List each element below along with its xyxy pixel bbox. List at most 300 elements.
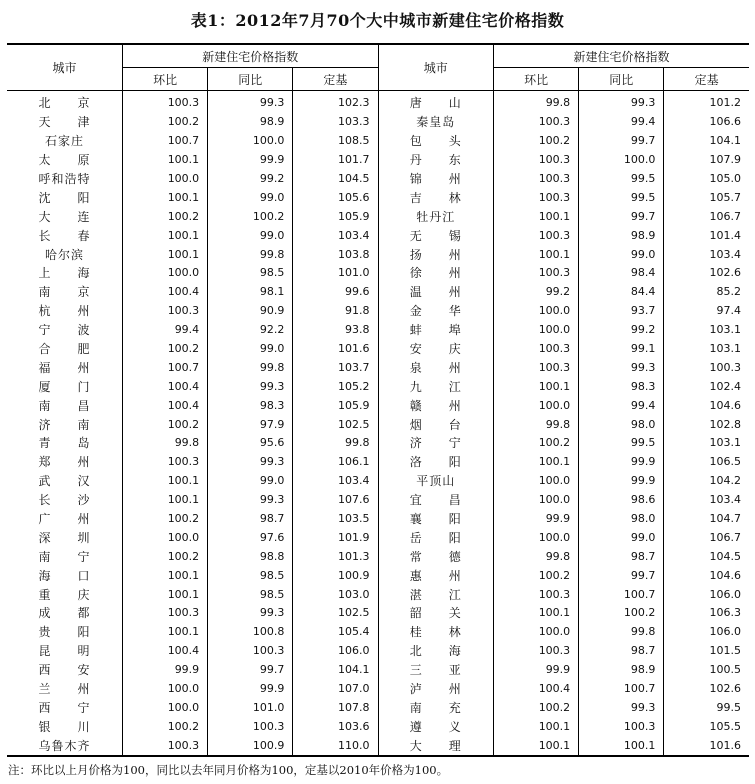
yoy-value-left: 99.0 [208, 472, 293, 491]
yoy-value-left: 98.5 [208, 566, 293, 585]
mom-value-right: 100.0 [494, 396, 579, 415]
base-value-left: 99.6 [293, 283, 378, 302]
table-row [7, 736, 749, 756]
mom-value-right: 100.3 [494, 226, 579, 245]
city-name-right: 蚌 埠 [378, 321, 494, 340]
mom-value-left: 100.1 [123, 226, 208, 245]
base-value-left: 101.7 [293, 151, 378, 170]
base-value-right: 106.6 [709, 115, 741, 129]
yoy-value-right: 99.5 [579, 170, 664, 189]
yoy-value-left: 90.9 [208, 302, 293, 321]
base-value-right: 105.5 [709, 719, 741, 733]
base-value-right: 106.0 [709, 625, 741, 639]
yoy-value-right: 100.0 [579, 151, 664, 170]
yoy-value-right: 84.4 [579, 283, 664, 302]
mom-value-right: 100.0 [494, 302, 579, 321]
yoy-value-right: 100.7 [579, 585, 664, 604]
base-value-left: 105.4 [293, 623, 378, 642]
table-row [7, 472, 749, 491]
mom-value-left: 100.1 [123, 151, 208, 170]
base-value-right: 102.6 [709, 266, 741, 280]
city-header-right: 城市 [378, 44, 494, 91]
base-value-left: 101.9 [293, 528, 378, 547]
yoy-value-left: 100.9 [208, 736, 293, 756]
base-value-left: 107.6 [293, 491, 378, 510]
base-header-left: 定基 [293, 68, 378, 91]
city-name-right: 烟 台 [378, 415, 494, 434]
base-value-left: 104.5 [293, 170, 378, 189]
index-group-header-left: 新建住宅价格指数 [123, 44, 378, 68]
yoy-value-left: 98.9 [208, 113, 293, 132]
mom-value-left: 100.2 [123, 510, 208, 529]
base-value-left: 106.1 [293, 453, 378, 472]
yoy-value-left: 95.6 [208, 434, 293, 453]
mom-value-right: 100.3 [494, 358, 579, 377]
mom-value-right: 100.3 [494, 340, 579, 359]
mom-value-left: 100.4 [123, 642, 208, 661]
yoy-value-right: 99.3 [579, 91, 664, 113]
mom-value-left: 99.4 [123, 321, 208, 340]
mom-value-left: 100.0 [123, 528, 208, 547]
city-name-left: 贵 阳 [7, 623, 123, 642]
city-name-right: 遵 义 [378, 717, 494, 736]
base-value-right: 97.4 [716, 304, 741, 318]
city-name-right: 大 理 [378, 736, 494, 756]
base-value-right: 103.1 [709, 436, 741, 450]
city-name-left: 武 汉 [7, 472, 123, 491]
mom-value-left: 100.0 [123, 699, 208, 718]
mom-value-left: 100.1 [123, 491, 208, 510]
yoy-value-left: 98.1 [208, 283, 293, 302]
table-row [7, 358, 749, 377]
base-value-right: 106.7 [709, 530, 741, 544]
yoy-value-left: 92.2 [208, 321, 293, 340]
city-name-left: 济 南 [7, 415, 123, 434]
mom-value-left: 99.8 [123, 434, 208, 453]
table-row [7, 226, 749, 245]
mom-value-right: 99.2 [494, 283, 579, 302]
yoy-value-right: 100.2 [579, 604, 664, 623]
base-value-left: 103.4 [293, 472, 378, 491]
mom-value-right: 100.1 [494, 736, 579, 756]
yoy-value-right: 99.7 [579, 566, 664, 585]
base-value-left: 103.7 [293, 358, 378, 377]
base-value-right: 101.4 [709, 228, 741, 242]
yoy-value-right: 99.7 [579, 132, 664, 151]
table-row [7, 434, 749, 453]
city-name-right: 泉 州 [378, 358, 494, 377]
base-value-left: 91.8 [293, 302, 378, 321]
yoy-value-right: 99.0 [579, 245, 664, 264]
base-header-right: 定基 [664, 68, 749, 91]
base-value-right: 102.8 [709, 417, 741, 431]
base-value-right: 104.5 [709, 549, 741, 563]
yoy-value-left: 99.3 [208, 453, 293, 472]
base-value-right: 101.6 [664, 736, 749, 756]
base-value-left: 103.5 [293, 510, 378, 529]
city-name-right: 赣 州 [378, 396, 494, 415]
mom-value-left: 100.3 [123, 604, 208, 623]
base-value-left: 103.0 [293, 585, 378, 604]
base-value-right: 101.5 [709, 644, 741, 658]
mom-value-left: 100.1 [123, 585, 208, 604]
city-name-right: 丹 东 [378, 151, 494, 170]
base-value-right: 102.4 [709, 379, 741, 393]
table-row [7, 604, 749, 623]
city-name-right: 温 州 [378, 283, 494, 302]
yoy-value-left: 99.9 [208, 151, 293, 170]
city-header-left: 城市 [7, 44, 123, 91]
mom-value-right: 100.2 [494, 699, 579, 718]
yoy-value-left: 98.5 [208, 585, 293, 604]
base-value-left: 104.1 [293, 661, 378, 680]
yoy-value-right: 98.9 [579, 226, 664, 245]
city-name-left: 太 原 [7, 151, 123, 170]
city-name-right: 南 充 [378, 699, 494, 718]
yoy-value-left: 99.7 [208, 661, 293, 680]
yoy-value-right: 99.7 [579, 207, 664, 226]
city-name-left: 合 肥 [7, 340, 123, 359]
mom-value-left: 100.2 [123, 547, 208, 566]
mom-value-right: 100.2 [494, 132, 579, 151]
mom-value-right: 100.3 [494, 151, 579, 170]
yoy-value-right: 99.9 [579, 472, 664, 491]
city-name-right: 韶 关 [378, 604, 494, 623]
table-row [7, 377, 749, 396]
mom-value-left: 100.1 [123, 188, 208, 207]
city-name-right: 湛 江 [378, 585, 494, 604]
city-name-left: 石家庄 [7, 132, 123, 151]
base-value-right: 103.1 [709, 323, 741, 337]
table-row [7, 642, 749, 661]
base-value-right: 101.2 [709, 96, 741, 110]
table-row [7, 170, 749, 189]
base-value-left: 103.6 [293, 717, 378, 736]
city-name-right: 无 锡 [378, 226, 494, 245]
yoy-value-right: 99.5 [579, 188, 664, 207]
table-row [7, 453, 749, 472]
city-name-right: 金 华 [378, 302, 494, 321]
yoy-value-left: 100.2 [208, 207, 293, 226]
yoy-value-right: 99.0 [579, 528, 664, 547]
mom-value-right: 100.3 [494, 642, 579, 661]
table-row [7, 283, 749, 302]
base-value-left: 108.5 [293, 132, 378, 151]
mom-value-left: 100.4 [123, 396, 208, 415]
table-row [7, 717, 749, 736]
mom-value-right: 100.1 [494, 453, 579, 472]
yoy-value-left: 99.0 [208, 226, 293, 245]
base-value-right: 105.7 [709, 190, 741, 204]
index-group-header-right: 新建住宅价格指数 [494, 44, 749, 68]
mom-value-right: 99.8 [494, 91, 579, 113]
yoy-value-right: 93.7 [579, 302, 664, 321]
table-row [7, 680, 749, 699]
city-name-right: 常 德 [378, 547, 494, 566]
yoy-value-right: 98.3 [579, 377, 664, 396]
yoy-value-left: 99.2 [208, 170, 293, 189]
city-name-left: 沈 阳 [7, 188, 123, 207]
mom-value-right: 100.3 [494, 264, 579, 283]
yoy-value-left: 99.0 [208, 340, 293, 359]
mom-value-left: 100.1 [123, 472, 208, 491]
base-value-right: 104.6 [709, 568, 741, 582]
yoy-value-left: 99.9 [208, 680, 293, 699]
yoy-value-right: 99.3 [579, 358, 664, 377]
city-name-right: 牡丹江 [378, 207, 494, 226]
yoy-value-right: 99.4 [579, 113, 664, 132]
yoy-value-right: 99.4 [579, 396, 664, 415]
table-row [7, 547, 749, 566]
city-name-right: 秦皇岛 [378, 113, 494, 132]
base-value-left: 105.2 [293, 377, 378, 396]
mom-value-right: 100.0 [494, 321, 579, 340]
table-row [7, 661, 749, 680]
yoy-value-right: 99.9 [579, 453, 664, 472]
city-name-left: 南 京 [7, 283, 123, 302]
base-value-right: 103.4 [709, 247, 741, 261]
yoy-value-left: 99.0 [208, 188, 293, 207]
mom-value-left: 100.4 [123, 377, 208, 396]
yoy-value-left: 99.8 [208, 358, 293, 377]
city-name-left: 青 岛 [7, 434, 123, 453]
yoy-value-left: 97.9 [208, 415, 293, 434]
city-name-left: 大 连 [7, 207, 123, 226]
city-name-right: 九 江 [378, 377, 494, 396]
city-name-right: 桂 林 [378, 623, 494, 642]
table-row [7, 491, 749, 510]
yoy-value-left: 99.3 [208, 604, 293, 623]
yoy-value-right: 100.1 [579, 736, 664, 756]
city-name-left: 长 春 [7, 226, 123, 245]
city-name-left: 西 安 [7, 661, 123, 680]
city-name-left: 北 京 [7, 91, 123, 113]
base-value-left: 106.0 [293, 642, 378, 661]
city-name-right: 北 海 [378, 642, 494, 661]
base-value-left: 93.8 [293, 321, 378, 340]
base-value-right: 99.5 [716, 700, 741, 714]
base-value-left: 103.8 [293, 245, 378, 264]
base-value-right: 100.5 [709, 663, 741, 677]
table-row [7, 623, 749, 642]
yoy-value-right: 98.9 [579, 661, 664, 680]
city-name-right: 泸 州 [378, 680, 494, 699]
base-value-left: 110.0 [293, 736, 378, 756]
yoy-value-right: 99.2 [579, 321, 664, 340]
price-index-table [7, 43, 749, 757]
yoy-value-left: 98.3 [208, 396, 293, 415]
mom-value-left: 100.7 [123, 132, 208, 151]
city-name-left: 天 津 [7, 113, 123, 132]
table-row [7, 321, 749, 340]
city-name-right: 吉 林 [378, 188, 494, 207]
mom-value-left: 100.0 [123, 264, 208, 283]
mom-value-left: 100.0 [123, 170, 208, 189]
table-row [7, 699, 749, 718]
city-name-left: 成 都 [7, 604, 123, 623]
mom-value-left: 100.1 [123, 623, 208, 642]
yoy-value-left: 100.0 [208, 132, 293, 151]
base-value-right: 104.2 [709, 474, 741, 488]
city-name-left: 乌鲁木齐 [7, 736, 123, 756]
yoy-value-left: 97.6 [208, 528, 293, 547]
yoy-value-left: 99.8 [208, 245, 293, 264]
city-name-left: 兰 州 [7, 680, 123, 699]
base-value-left: 101.3 [293, 547, 378, 566]
city-name-right: 惠 州 [378, 566, 494, 585]
mom-header-left: 环比 [123, 68, 208, 91]
base-value-right: 104.7 [709, 512, 741, 526]
base-value-right: 106.0 [709, 587, 741, 601]
base-value-right: 85.2 [716, 285, 741, 299]
city-name-right: 宜 昌 [378, 491, 494, 510]
table-row [7, 151, 749, 170]
city-name-right: 锦 州 [378, 170, 494, 189]
mom-value-right: 100.0 [494, 623, 579, 642]
city-name-left: 厦 门 [7, 377, 123, 396]
mom-value-left: 100.3 [123, 453, 208, 472]
yoy-value-right: 99.3 [579, 699, 664, 718]
yoy-value-right: 99.1 [579, 340, 664, 359]
base-value-left: 103.4 [293, 226, 378, 245]
mom-value-left: 100.2 [123, 340, 208, 359]
city-name-right: 平顶山 [378, 472, 494, 491]
city-name-left: 哈尔滨 [7, 245, 123, 264]
city-name-right: 三 亚 [378, 661, 494, 680]
city-name-left: 南 宁 [7, 547, 123, 566]
mom-value-left: 100.2 [123, 717, 208, 736]
city-name-left: 广 州 [7, 510, 123, 529]
mom-header-right: 环比 [494, 68, 579, 91]
table-row [7, 188, 749, 207]
mom-value-right: 100.1 [494, 377, 579, 396]
mom-value-right: 100.1 [494, 717, 579, 736]
yoy-value-left: 99.3 [208, 91, 293, 113]
city-name-left: 长 沙 [7, 491, 123, 510]
table-row [7, 396, 749, 415]
yoy-value-right: 98.0 [579, 510, 664, 529]
city-name-left: 西 宁 [7, 699, 123, 718]
city-name-right: 包 头 [378, 132, 494, 151]
table-row [7, 207, 749, 226]
base-value-left: 103.3 [293, 113, 378, 132]
yoy-value-left: 101.0 [208, 699, 293, 718]
base-value-left: 102.3 [293, 91, 378, 113]
base-value-right: 105.0 [709, 172, 741, 185]
base-value-right: 106.5 [709, 455, 741, 469]
base-value-right: 107.9 [709, 153, 741, 167]
city-name-left: 深 圳 [7, 528, 123, 547]
city-name-left: 银 川 [7, 717, 123, 736]
yoy-value-left: 100.3 [208, 717, 293, 736]
yoy-value-left: 99.3 [208, 377, 293, 396]
base-value-right: 104.1 [709, 134, 741, 148]
mom-value-right: 100.4 [494, 680, 579, 699]
mom-value-right: 100.1 [494, 245, 579, 264]
base-value-right: 103.4 [709, 493, 741, 507]
mom-value-left: 100.3 [123, 736, 208, 756]
yoy-value-right: 98.0 [579, 415, 664, 434]
mom-value-left: 100.4 [123, 283, 208, 302]
table-row [7, 340, 749, 359]
yoy-value-left: 100.8 [208, 623, 293, 642]
city-name-left: 昆 明 [7, 642, 123, 661]
city-name-left: 海 口 [7, 566, 123, 585]
mom-value-right: 99.9 [494, 510, 579, 529]
table-row [7, 132, 749, 151]
mom-value-left: 100.1 [123, 245, 208, 264]
city-name-left: 郑 州 [7, 453, 123, 472]
city-name-left: 南 昌 [7, 396, 123, 415]
yoy-value-right: 98.7 [579, 642, 664, 661]
table-row [7, 113, 749, 132]
mom-value-right: 99.8 [494, 415, 579, 434]
mom-value-right: 100.3 [494, 170, 579, 189]
table-row [7, 91, 749, 113]
table-row [7, 566, 749, 585]
table-row [7, 415, 749, 434]
city-name-right: 襄 阳 [378, 510, 494, 529]
mom-value-right: 100.3 [494, 188, 579, 207]
yoy-header-left: 同比 [208, 68, 293, 91]
table-row [7, 585, 749, 604]
mom-value-right: 100.2 [494, 566, 579, 585]
city-name-right: 徐 州 [378, 264, 494, 283]
yoy-value-left: 98.5 [208, 264, 293, 283]
base-value-right: 106.7 [709, 209, 741, 223]
mom-value-right: 100.2 [494, 434, 579, 453]
city-name-right: 济 宁 [378, 434, 494, 453]
table-row [7, 264, 749, 283]
city-name-left: 宁 波 [7, 321, 123, 340]
mom-value-right: 100.3 [494, 585, 579, 604]
city-name-right: 唐 山 [378, 91, 494, 113]
yoy-value-right: 100.3 [579, 717, 664, 736]
footnote: 注：环比以上月价格为100，同比以去年同月价格为100，定基以2010年价格为100。 [8, 763, 449, 777]
table-row [7, 245, 749, 264]
base-value-left: 101.0 [293, 264, 378, 283]
mom-value-left: 100.2 [123, 207, 208, 226]
base-value-left: 102.5 [293, 604, 378, 623]
table-row [7, 510, 749, 529]
city-name-right: 岳 阳 [378, 528, 494, 547]
yoy-value-right: 98.6 [579, 491, 664, 510]
base-value-right: 106.3 [709, 606, 741, 620]
base-value-right: 104.6 [709, 398, 741, 412]
yoy-value-left: 100.3 [208, 642, 293, 661]
table-row [7, 302, 749, 321]
table-row [7, 528, 749, 547]
mom-value-left: 99.9 [123, 661, 208, 680]
base-value-right: 100.3 [709, 360, 741, 374]
city-name-left: 呼和浩特 [7, 170, 123, 189]
yoy-value-right: 98.4 [579, 264, 664, 283]
base-value-left: 101.6 [293, 340, 378, 359]
base-value-left: 105.6 [293, 188, 378, 207]
base-value-right: 102.6 [709, 682, 741, 696]
base-value-left: 107.0 [293, 680, 378, 699]
city-name-left: 上 海 [7, 264, 123, 283]
base-value-left: 105.9 [293, 207, 378, 226]
mom-value-right: 100.0 [494, 491, 579, 510]
mom-value-right: 100.0 [494, 528, 579, 547]
mom-value-left: 100.1 [123, 566, 208, 585]
yoy-value-right: 99.8 [579, 623, 664, 642]
mom-value-right: 100.1 [494, 604, 579, 623]
city-name-left: 杭 州 [7, 302, 123, 321]
mom-value-left: 100.0 [123, 680, 208, 699]
mom-value-right: 100.3 [494, 113, 579, 132]
